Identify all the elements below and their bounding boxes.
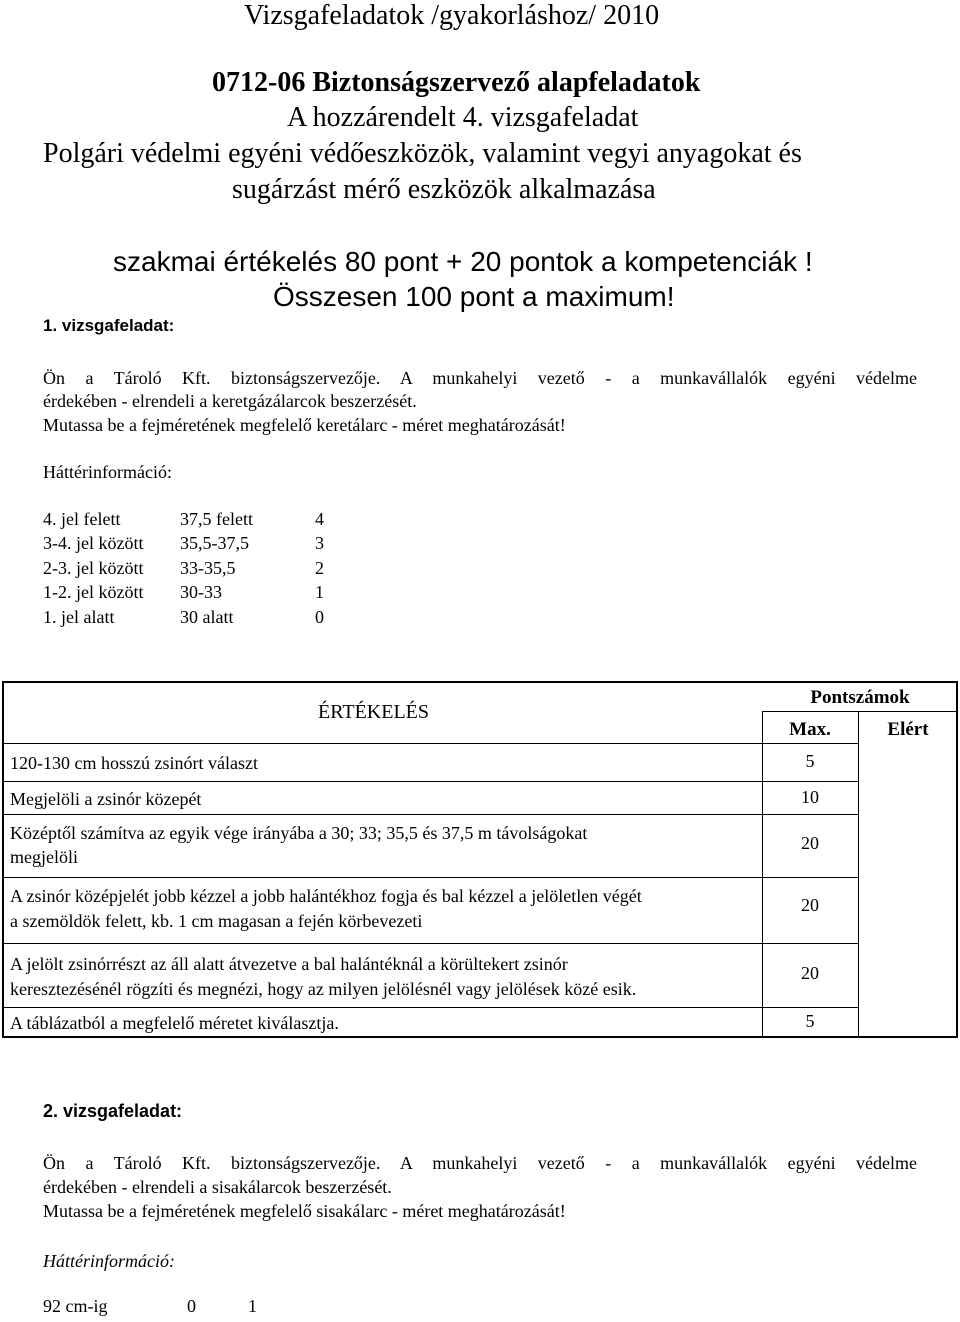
background-range: 30 alatt: [180, 607, 234, 627]
max-points: 10: [801, 787, 819, 807]
task-2-paragraph-line-3: Mutassa be a fejméretének megfelelő sisakálarc - méret meghatározását!: [43, 1201, 566, 1221]
background-size: 1: [315, 582, 324, 602]
task-1-paragraph-line-3: Mutassa be a fejméretének megfelelő keretálarc - méret meghatározását!: [43, 415, 566, 435]
background-value-a: 0: [187, 1296, 196, 1316]
background-mark: 1-2. jel között: [43, 582, 144, 602]
scoring-line-2: Összesen 100 pont a maximum!: [273, 281, 675, 312]
criterion-text: Középtől számítva az egyik vége irányába a 30; 33; 35,5 és 37,5 m távolságokat: [10, 823, 588, 843]
background-size: 2: [315, 558, 324, 578]
task-1-paragraph-line-1: Ön a Tároló Kft. biztonságszervezője. A munkahelyi vezető - a munkavállalók egyéni védelme: [43, 368, 917, 388]
background-value-b: 1: [248, 1296, 257, 1316]
background-row: [0, 533, 960, 557]
evaluation-heading: ÉRTÉKELÉS: [318, 701, 430, 723]
task-1-paragraph-line-2: érdekében - elrendeli a keretgázálarcok beszerzését.: [43, 391, 417, 411]
points-header: Pontszámok: [810, 687, 910, 708]
background-range: 37,5 felett: [180, 509, 253, 529]
background-mark: 3-4. jel között: [43, 533, 144, 553]
topic-line-2: sugárzást mérő eszközök alkalmazása: [232, 174, 656, 205]
task-1-label: 1. vizsgafeladat:: [43, 316, 175, 335]
background-row: [0, 1296, 960, 1320]
max-points: 20: [801, 833, 819, 853]
max-points: 5: [805, 751, 815, 771]
criterion-text: A jelölt zsinórrészt az áll alatt átvezetve a bal halántéknál a körültekert zsinór: [10, 954, 568, 974]
evaluation-table: [2, 681, 958, 1038]
achieved-header: Elért: [887, 719, 929, 740]
criterion-text: Megjelöli a zsinór közepét: [10, 789, 202, 809]
background-mark: 1. jel alatt: [43, 607, 115, 627]
max-header: Max.: [789, 719, 831, 740]
task-2-paragraph-line-1: Ön a Tároló Kft. biztonságszervezője. A munkahelyi vezető - a munkavállalók egyéni védelme: [43, 1153, 917, 1173]
criterion-text: A táblázatból a megfelelő méretet kiválasztja.: [10, 1013, 339, 1033]
criterion-text-cont: megjelöli: [10, 847, 78, 867]
criterion-text: 120-130 cm hosszú zsinórt választ: [10, 753, 258, 773]
background-size: 3: [315, 533, 324, 553]
max-points: 5: [805, 1011, 815, 1031]
background-range: 35,5-37,5: [180, 533, 249, 553]
criterion-text-cont: a szemöldök felett, kb. 1 cm magasan a fején körbevezeti: [10, 911, 423, 931]
task-2-background-label: Háttérinformáció:: [43, 1251, 175, 1271]
criterion-text-cont: keresztezésénél rögzíti és megnézi, hogy az milyen jelölésnél vagy jelölések közé esik.: [10, 979, 637, 999]
task-2-label: 2. vizsgafeladat:: [43, 1101, 183, 1121]
task-reference: A hozzárendelt 4. vizsgafeladat: [287, 102, 639, 133]
background-mark: 4. jel felett: [43, 509, 121, 529]
background-range: 30-33: [180, 582, 222, 602]
module-code-line: 0712-06 Biztonságszervező alapfeladatok: [212, 67, 701, 98]
document-title: Vizsgafeladatok /gyakorláshoz/ 2010: [244, 0, 660, 31]
task-2-paragraph-line-2: érdekében - elrendeli a sisakálarcok beszerzését.: [43, 1177, 392, 1197]
topic-line-1: Polgári védelmi egyéni védőeszközök, valamint vegyi anyagokat és: [43, 138, 802, 169]
background-mark: 2-3. jel között: [43, 558, 144, 578]
background-row: [0, 607, 960, 631]
max-points: 20: [801, 963, 819, 983]
background-row: [0, 509, 960, 533]
background-row: [0, 558, 960, 582]
task-1-background-label: Háttérinformáció:: [43, 462, 172, 482]
background-row: [0, 582, 960, 606]
criterion-text: A zsinór középjelét jobb kézzel a jobb halántékhoz fogja és bal kézzel a jelöletlen végét: [10, 886, 642, 906]
background-size: 0: [315, 607, 324, 627]
scoring-line-1: szakmai értékelés 80 pont + 20 pontok a kompetenciák !: [113, 246, 813, 277]
background-mark: 92 cm-ig: [43, 1296, 108, 1316]
max-points: 20: [801, 895, 819, 915]
background-range: 33-35,5: [180, 558, 236, 578]
background-size: 4: [315, 509, 324, 529]
